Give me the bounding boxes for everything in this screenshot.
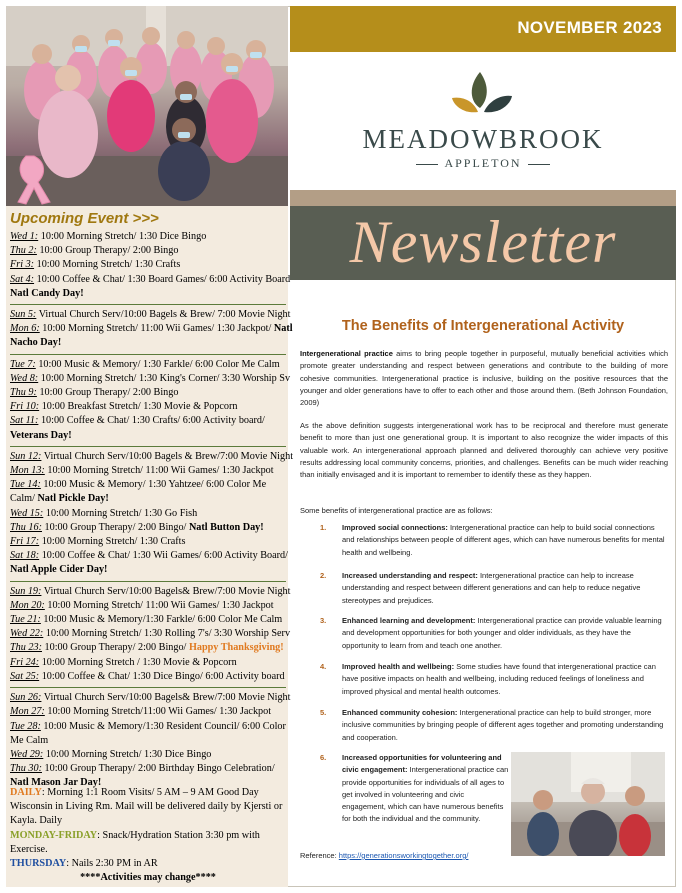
event-text: 10:00 Coffee & Chat/ 1:30 Crafts/ 6:00 Activity board/ bbox=[38, 415, 265, 427]
event-line bbox=[10, 670, 286, 684]
paragraph-1-text: aims to bring people together in purposeful, mutually beneficial activities which promote greater understanding and respect between generations and contribute to the building of more cohesive communities. Intergenerational practice is inclusive, building on the positive resources that the younger and older generations have to offer to each other and those around them. (Beth Johnson Foundation, 2009) bbox=[300, 349, 668, 408]
event-text: 10:00 Group Therapy/ 2:00 Bingo bbox=[36, 387, 179, 399]
leaf-logo-icon bbox=[450, 68, 514, 124]
event-text: 10:00 Morning Stretch/ 11:00 Wii Games/ 1:30 Jackpot bbox=[44, 465, 274, 477]
event-date: Sat 4: bbox=[10, 273, 35, 285]
activities-may-change-note: ****Activities may change**** bbox=[80, 872, 216, 884]
benefit-body: Some studies have found that intergenerational practice can have positive impacts on health and wellbeing, including reduced feelings of loneliness and improved physical and mental health outcomes. bbox=[342, 662, 656, 696]
holiday-highlight: Happy Thanksgiving! bbox=[188, 642, 284, 654]
reference-line bbox=[300, 851, 468, 860]
event-date: Tue 21: bbox=[10, 614, 41, 626]
benefit-text bbox=[342, 707, 666, 744]
week-separator bbox=[10, 581, 286, 582]
intergenerational-photo bbox=[511, 752, 665, 856]
event-line bbox=[10, 386, 286, 400]
reference-label: Reference: bbox=[300, 851, 339, 860]
event-text: 10:00 Morning Stretch/ 1:30 Rolling 7's/ 3:30 Worship Serv bbox=[43, 628, 291, 640]
event-text: 10:00 Breakfast Stretch/ 1:30 Movie & Popcorn bbox=[39, 401, 238, 413]
event-text: 10:00 Morning Stretch/ 1:30 King's Corner/ 3:30 Worship Sv bbox=[38, 372, 291, 384]
month-header-bar bbox=[290, 6, 676, 52]
staff-group-photo bbox=[6, 6, 288, 206]
event-line bbox=[10, 641, 286, 655]
week-separator bbox=[10, 446, 286, 447]
event-date: Mon 6: bbox=[10, 323, 40, 335]
event-line bbox=[10, 705, 286, 719]
event-date: Sun 19: bbox=[10, 585, 42, 597]
event-text: Virtual Church Serv/10:00 Bagels & Brew/ 7:00 Movie Night bbox=[36, 309, 291, 321]
benefit-lead: Enhanced community cohesion: bbox=[342, 708, 458, 717]
benefit-body: Intergenerational practice can provide opportunities for individuals of all ages to get involved in volunteering and civic engagement, which can have numerous benefits for both the individual and the community. bbox=[342, 765, 509, 824]
event-date: Fri 24: bbox=[10, 656, 40, 668]
event-date: Tue 28: bbox=[10, 720, 41, 732]
article-paragraph-3: Some benefits of intergenerational practice are as follows: bbox=[300, 506, 493, 515]
recurring-notes bbox=[10, 786, 286, 885]
benefit-lead: Improved health and wellbeing: bbox=[342, 662, 455, 671]
benefit-lead: Enhanced learning and development: bbox=[342, 616, 476, 625]
benefit-text bbox=[342, 570, 666, 607]
week-separator bbox=[10, 304, 286, 305]
monday-friday-label: MONDAY-FRIDAY bbox=[10, 829, 98, 841]
paragraph-1-lead: Intergenerational practice bbox=[300, 349, 393, 358]
event-line bbox=[10, 613, 286, 627]
event-line bbox=[10, 563, 286, 577]
event-text: 10:00 Music & Memory/ 1:30 Yahtzee/ 6:00 Color Me bbox=[40, 479, 267, 491]
event-text: Calm/ bbox=[10, 493, 38, 505]
event-line bbox=[10, 258, 286, 272]
event-text: 10:00 Coffee & Chat/ 1:30 Board Games/ 6:00 Activity Board bbox=[34, 273, 291, 285]
event-date: Fri 17: bbox=[10, 536, 40, 548]
event-date: Mon 20: bbox=[10, 599, 45, 611]
month-label: NOVEMBER 2023 bbox=[517, 18, 662, 37]
event-line bbox=[10, 450, 294, 464]
event-line bbox=[10, 762, 286, 776]
event-text: 10:00 Music & Memory/1:30 Farkle/ 6:00 Color Me Calm bbox=[40, 614, 283, 626]
event-date: Thu 30: bbox=[10, 763, 42, 775]
event-date: Sun 5: bbox=[10, 309, 37, 321]
events-list bbox=[10, 230, 294, 791]
event-date: Fri 3: bbox=[10, 259, 35, 271]
event-date: Wed 8: bbox=[10, 372, 39, 384]
event-highlight: Nacho Day! bbox=[10, 337, 62, 349]
event-line bbox=[10, 599, 286, 613]
event-date: Wed 15: bbox=[10, 507, 44, 519]
event-date: Sat 25: bbox=[10, 670, 40, 682]
newsletter-banner bbox=[290, 206, 676, 280]
thursday-label: THURSDAY bbox=[10, 858, 67, 870]
event-text: 10:00 Coffee & Chat/ 1:30 Dice Bingo/ 6:00 Activity board bbox=[39, 670, 285, 682]
benefit-number: 4. bbox=[320, 662, 327, 671]
event-line bbox=[10, 308, 291, 322]
benefit-lead: Increased understanding and respect: bbox=[342, 571, 478, 580]
event-line bbox=[10, 734, 286, 748]
event-line bbox=[10, 372, 291, 386]
logo-subtitle: APPLETON bbox=[290, 156, 676, 171]
event-text: Me Calm bbox=[10, 734, 49, 746]
event-date: Mon 27: bbox=[10, 706, 45, 718]
article-paragraph-2: As the above definition suggests intergenerational work has to be reciprocal and therefore must generate benefit to more than just one generational group. It is important to also recognize the wider impacts of this valuable work. An intergenerational approach planned and delivered thoroughly can achieve very positive results addressing local community concerns, priorities, and challenges. Benefits can be much wider reaching than initially envisaged and it is important to remember to identify these as they happen. bbox=[300, 421, 668, 480]
event-date: Tue 7: bbox=[10, 358, 36, 370]
event-line bbox=[10, 429, 286, 443]
event-line bbox=[10, 230, 286, 244]
event-line bbox=[10, 273, 291, 287]
event-line bbox=[10, 535, 286, 549]
logo-area bbox=[290, 52, 676, 190]
event-line bbox=[10, 244, 286, 258]
benefit-body: Intergenerational practice can help to increase understanding and respect between different generations and can help to reduce negative stereotypes and prejudices. bbox=[342, 571, 641, 605]
event-date: Fri 10: bbox=[10, 401, 40, 413]
event-text: 10:00 Coffee & Chat/ 1:30 Wii Games/ 6:00 Activity Board/ bbox=[39, 550, 288, 562]
event-date: Sat 18: bbox=[10, 550, 40, 562]
benefit-body: Intergenerational practice can help to build social connections and relationships between people of different ages, which can have numerous benefits for mental health and wellbeing. bbox=[342, 523, 665, 557]
event-line bbox=[10, 720, 286, 734]
event-line bbox=[10, 358, 286, 372]
event-highlight: Veterans Day! bbox=[10, 429, 72, 441]
benefit-lead: Improved social connections: bbox=[342, 523, 448, 532]
thursday-text: : Nails 2:30 PM in AR bbox=[66, 858, 158, 870]
event-line bbox=[10, 400, 286, 414]
events-column bbox=[6, 206, 294, 887]
event-text: 10:00 Group Therapy/ 2:00 Birthday Bingo Celebration/ bbox=[41, 763, 275, 775]
event-text: 10:00 Group Therapy/ 2:00 Bingo bbox=[36, 245, 179, 257]
event-text: 10:00 Group Therapy/ 2:00 Bingo/ bbox=[41, 642, 189, 654]
event-text: Virtual Church Serv/10:00 Bagels & Brew/7:00 Movie Night bbox=[41, 450, 294, 462]
article-title: The Benefits of Intergenerational Activity bbox=[341, 318, 625, 334]
event-line bbox=[10, 549, 286, 563]
event-text: 10:00 Morning Stretch / 1:30 Movie & Popcorn bbox=[39, 656, 237, 668]
event-date: Sun 12: bbox=[10, 450, 42, 462]
event-highlight: Natl Candy Day! bbox=[10, 287, 84, 299]
event-text: 10:00 Morning Stretch/11:00 Wii Games/ 1:30 Jackpot bbox=[44, 706, 272, 718]
event-highlight: Natl Button Day! bbox=[188, 521, 264, 533]
logo-name: MEADOWBROOK bbox=[362, 124, 604, 154]
reference-link[interactable]: https://generationsworkingtogether.org/ bbox=[338, 851, 469, 860]
benefit-body: Intergenerational practice can help to build stronger, more inclusive communities by bringing people of different ages together and promoting understanding and cooperation. bbox=[342, 708, 664, 742]
event-date: Wed 22: bbox=[10, 628, 44, 640]
event-date: Sat 11: bbox=[10, 415, 39, 427]
event-text: 10:00 Group Therapy/ 2:00 Bingo/ bbox=[41, 521, 189, 533]
event-line bbox=[10, 478, 286, 492]
event-line bbox=[10, 322, 293, 336]
article-paragraph-1 bbox=[300, 348, 668, 409]
event-highlight: Natl Apple Cider Day! bbox=[10, 564, 108, 576]
event-date: Wed 29: bbox=[10, 748, 44, 760]
event-text: 10:00 Music & Memory/ 1:30 Farkle/ 6:00 Color Me Calm bbox=[35, 358, 280, 370]
divider-strip bbox=[290, 190, 676, 206]
daily-label: DAILY bbox=[10, 787, 42, 798]
event-text: 10:00 Morning Stretch/ 1:30 Crafts bbox=[34, 259, 181, 271]
event-date: Thu 2: bbox=[10, 245, 37, 257]
event-line bbox=[10, 507, 286, 521]
event-line bbox=[10, 585, 291, 599]
benefit-number: 5. bbox=[320, 708, 327, 717]
event-line bbox=[10, 414, 286, 428]
benefit-text bbox=[342, 615, 666, 652]
event-text: 10:00 Morning Stretch/ 11:00 Wii Games/ 1:30 Jackpot bbox=[44, 599, 274, 611]
benefit-number: 3. bbox=[320, 616, 327, 625]
event-line bbox=[10, 521, 286, 535]
event-line bbox=[10, 464, 286, 478]
event-text: 10:00 Music & Memory/1:30 Resident Council/ 6:00 Color bbox=[40, 720, 286, 732]
event-line bbox=[10, 748, 286, 762]
event-date: Mon 13: bbox=[10, 465, 45, 477]
event-text: Virtual Church Serv/10:00 Bagels& Brew/7:00 Movie Night bbox=[41, 692, 291, 704]
event-highlight: Natl Pickle Day! bbox=[37, 493, 109, 505]
benefit-number: 6. bbox=[320, 753, 327, 762]
event-date: Tue 14: bbox=[10, 479, 41, 491]
newsletter-title: Newsletter bbox=[349, 209, 617, 275]
benefit-text bbox=[342, 522, 666, 559]
event-line bbox=[10, 627, 291, 641]
benefit-number: 2. bbox=[320, 571, 327, 580]
event-line bbox=[10, 287, 286, 301]
event-line bbox=[10, 691, 291, 705]
event-text: 10:00 Morning Stretch/ 1:30 Dice Bingo bbox=[38, 231, 207, 242]
benefit-text bbox=[342, 752, 510, 826]
benefit-lead: Increased opportunities for volunteering and civic engagement: bbox=[342, 753, 502, 775]
benefit-body: Intergenerational practice can provide valuable learning and development opportunities for both younger and older individuals, as they have the opportunity to learn from and teach one another. bbox=[342, 616, 662, 650]
benefit-text bbox=[342, 661, 666, 698]
event-text: 10:00 Morning Stretch/ 1:30 Dice Bingo bbox=[43, 748, 212, 760]
event-highlight: Natl Mason Jar Day! bbox=[10, 777, 102, 789]
upcoming-events-heading: Upcoming Event >>> bbox=[10, 210, 159, 227]
event-text: 10:00 Morning Stretch/ 11:00 Wii Games/ 1:30 Jackpot/ bbox=[39, 323, 274, 335]
week-separator bbox=[10, 687, 286, 688]
event-text: 10:00 Morning Stretch/ 1:30 Crafts bbox=[39, 536, 186, 548]
event-date: Thu 23: bbox=[10, 642, 42, 654]
benefit-number: 1. bbox=[320, 523, 327, 532]
event-highlight: Natl bbox=[273, 323, 293, 335]
event-date: Thu 16: bbox=[10, 521, 42, 533]
event-date: Sun 26: bbox=[10, 692, 42, 704]
daily-text: : Morning 1:1 Room Visits/ 5 AM – 9 AM Good Day Wisconsin in Living Rm. Mail will be delivered daily by Kjersti or Kayla. Daily bbox=[10, 787, 283, 827]
monday-friday-text: : Snack/Hydration Station 3:30 pm with Exercise. bbox=[10, 829, 260, 855]
event-line bbox=[10, 492, 286, 506]
event-date: Wed 1: bbox=[10, 231, 39, 242]
event-line bbox=[10, 656, 286, 670]
event-text: 10:00 Morning Stretch/ 1:30 Go Fish bbox=[43, 507, 198, 519]
event-line bbox=[10, 336, 286, 350]
event-text: Virtual Church Serv/10:00 Bagels& Brew/7:00 Movie Night bbox=[41, 585, 291, 597]
week-separator bbox=[10, 354, 286, 355]
event-date: Thu 9: bbox=[10, 387, 37, 399]
